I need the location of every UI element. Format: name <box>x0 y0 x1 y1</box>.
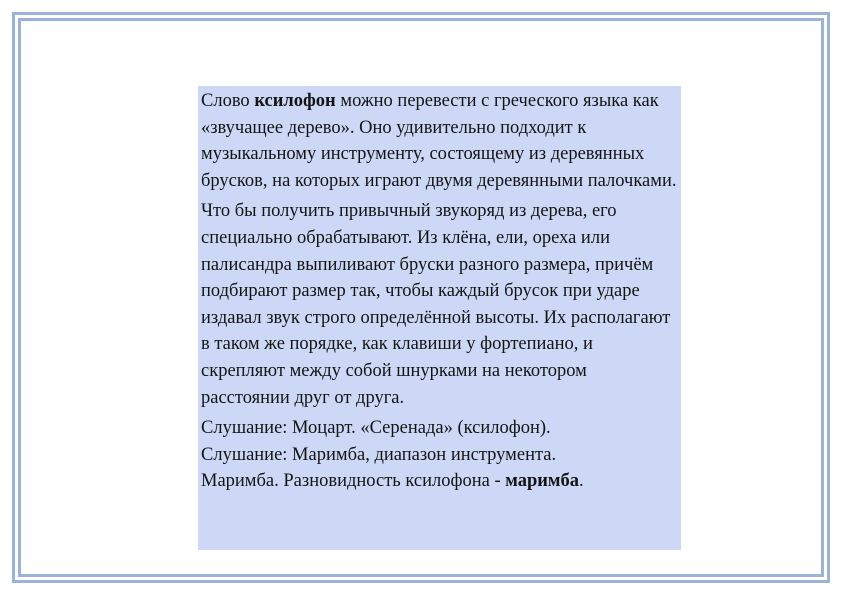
term-xylophone: ксилофон <box>254 91 336 111</box>
paragraph-xylophone-making: Что бы получить привычный звукоряд из дерева, его специально обрабатывают. Из клёна, ели, ореха или палисандра выпиливают бруски разного размера, причём подбирают размер так, чтобы каждый брусок при ударе издавал звук строго определённой высоты. Их располагают в таком же порядке, как клавиши у фортепиано, и скрепляют между собой шнурками на некотором расстоянии друг от друга. <box>201 201 671 408</box>
marimba-line-after: . <box>579 471 584 492</box>
paragraph-xylophone-definition <box>201 88 677 194</box>
listening-line-2: Слушание: Маримба, диапазон инструмента. <box>201 444 557 465</box>
text-box <box>198 86 681 550</box>
listening-line-1: Слушание: Моцарт. «Серенада» (ксилофон). <box>201 418 551 439</box>
paragraph-listening <box>201 415 677 495</box>
paragraph1-after: можно перевести с греческого языка как «звучащее дерево». Оно удивительно подходит к музыкальному инструменту, состоящему из деревянных брусков, на которых играют двумя деревянными палочками. <box>201 91 677 191</box>
marimba-line-before: Маримба. Разновидность ксилофона - <box>201 471 506 492</box>
paragraph1-before: Слово <box>201 91 255 111</box>
term-marimba: маримба <box>505 471 580 492</box>
